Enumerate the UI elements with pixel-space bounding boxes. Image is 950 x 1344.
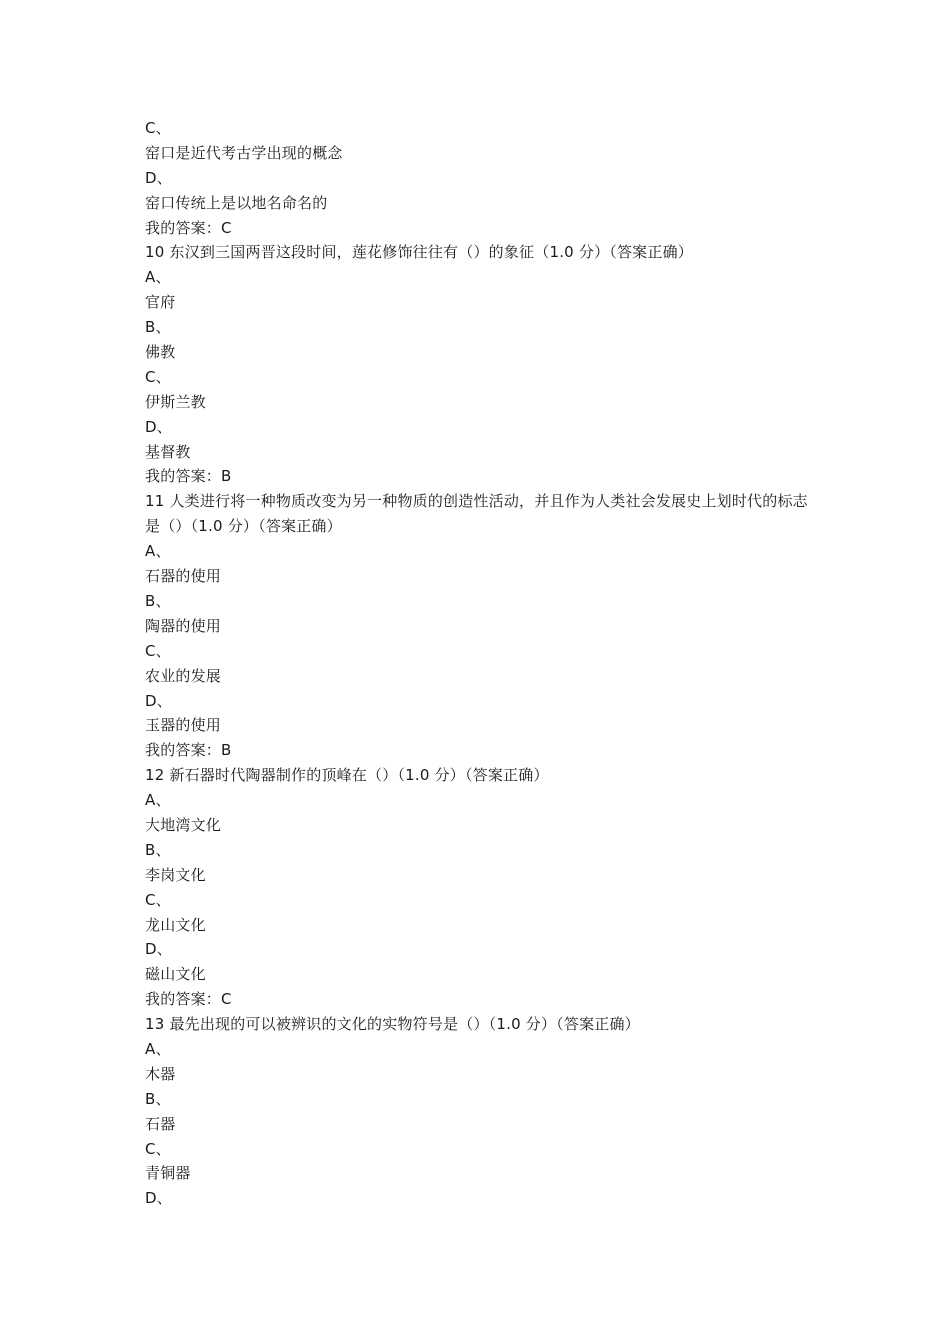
option-text: 窑口是近代考古学出现的概念 [145, 143, 343, 162]
question-10: 10 东汉到三国两晋这段时间，莲花修饰往往有（）的象征（1.0 分）（答案正确） [145, 243, 693, 262]
option-text: 石器的使用 [145, 567, 222, 586]
option-letter-c: C、 [145, 641, 171, 660]
option-text: 木器 [145, 1064, 176, 1083]
question-13: 13 最先出现的可以被辨识的文化的实物符号是（）（1.0 分）（答案正确） [145, 1015, 640, 1034]
option-letter-c: C、 [145, 367, 171, 386]
option-text: 伊斯兰教 [145, 392, 206, 411]
my-answer: 我的答案：C [145, 218, 232, 237]
option-text: 玉器的使用 [145, 716, 222, 735]
option-letter-d: D、 [145, 1189, 172, 1208]
option-text: 石器 [145, 1114, 176, 1133]
option-letter-b: B、 [145, 840, 171, 859]
option-letter-d: D、 [145, 417, 172, 436]
option-letter-a: A、 [145, 791, 171, 810]
option-letter-a: A、 [145, 542, 171, 561]
option-letter-b: B、 [145, 318, 171, 337]
option-text: 陶器的使用 [145, 616, 222, 635]
my-answer: 我的答案：B [145, 467, 232, 486]
option-letter-d: D、 [145, 168, 172, 187]
option-letter-c: C、 [145, 119, 171, 137]
option-letter-c: C、 [145, 890, 171, 909]
option-letter-c: C、 [145, 1139, 171, 1158]
option-text: 窑口传统上是以地名命名的 [145, 193, 328, 212]
document-body [145, 116, 825, 1211]
my-answer: 我的答案：B [145, 741, 232, 760]
option-letter-a: A、 [145, 1039, 171, 1058]
question-12: 12 新石器时代陶器制作的顶峰在（）（1.0 分）（答案正确） [145, 766, 549, 785]
option-text: 基督教 [145, 442, 191, 461]
option-text: 官府 [145, 293, 176, 312]
option-letter-d: D、 [145, 940, 172, 959]
option-text: 李岗文化 [145, 865, 206, 884]
option-letter-b: B、 [145, 1089, 171, 1108]
my-answer: 我的答案：C [145, 990, 232, 1009]
option-text: 佛教 [145, 343, 176, 362]
option-text: 龙山文化 [145, 915, 206, 934]
option-letter-d: D、 [145, 691, 172, 710]
option-text: 大地湾文化 [145, 815, 222, 834]
option-text: 磁山文化 [145, 965, 206, 984]
option-text: 青铜器 [145, 1164, 191, 1183]
option-letter-b: B、 [145, 591, 171, 610]
question-11: 11 人类进行将一种物质改变为另一种物质的创造性活动，并且作为人类社会发展史上划时代的标志是（）（1.0 分）（答案正确） [145, 492, 808, 536]
option-letter-a: A、 [145, 268, 171, 287]
option-text: 农业的发展 [145, 666, 222, 685]
